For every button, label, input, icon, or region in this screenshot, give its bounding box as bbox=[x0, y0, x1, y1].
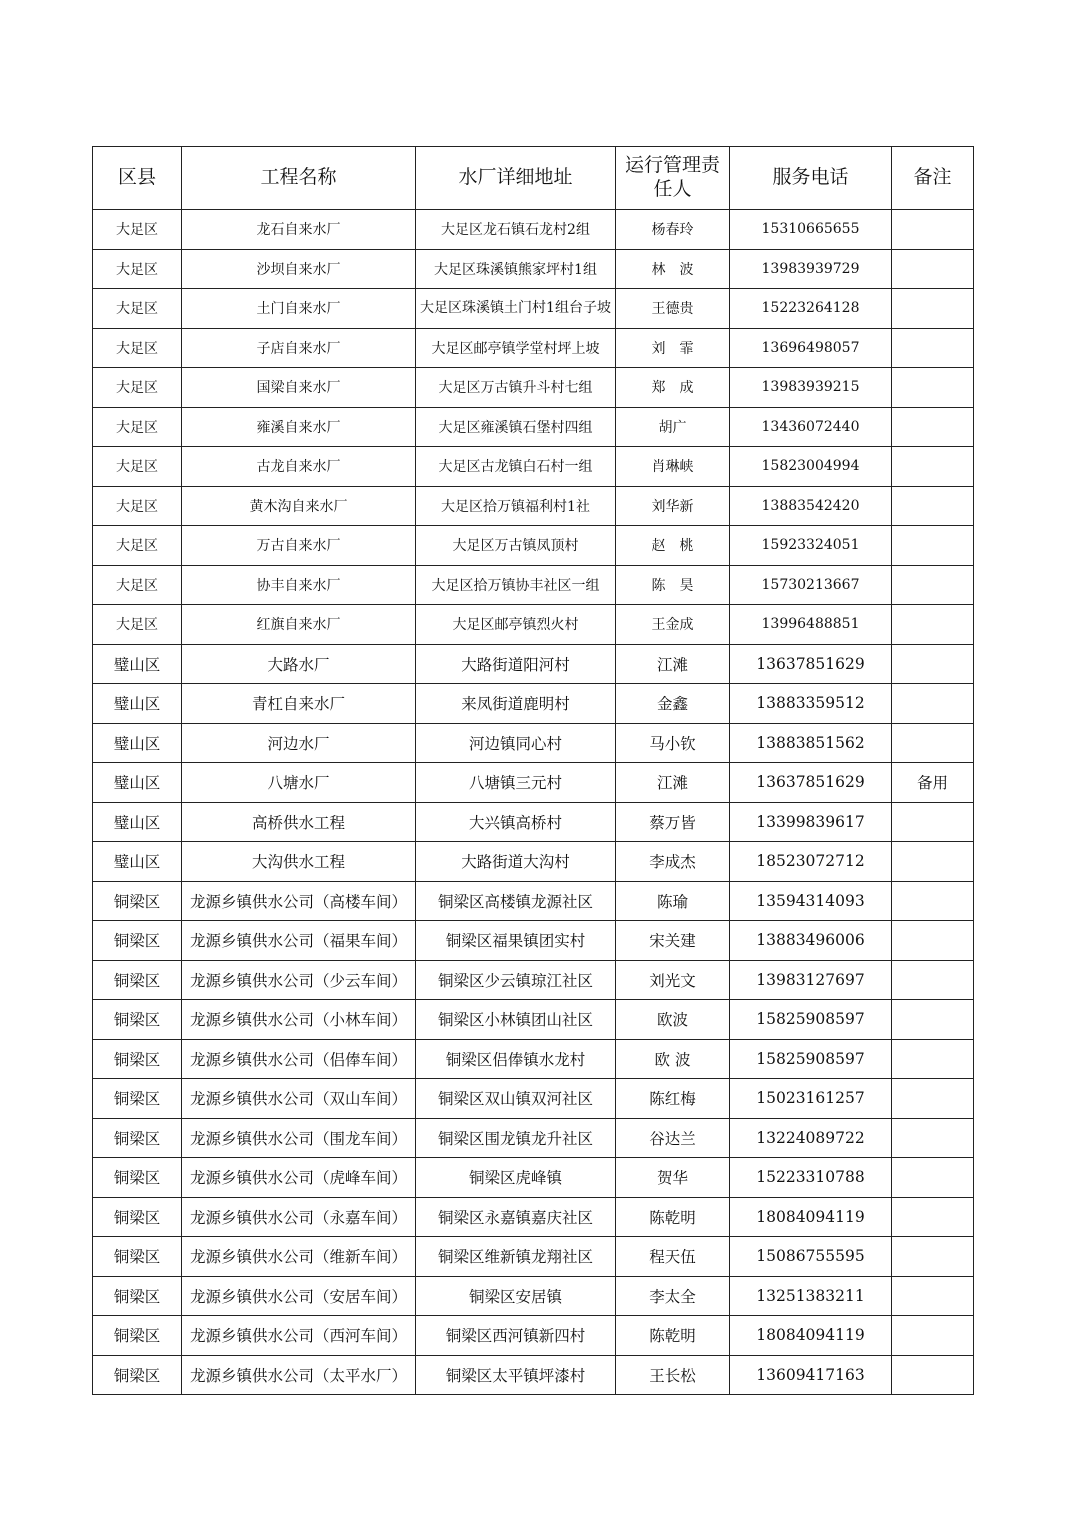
table-row bbox=[93, 407, 974, 447]
cell-remarks bbox=[892, 1000, 974, 1040]
cell-address: 大足区雍溪镇石堡村四组 bbox=[416, 407, 616, 447]
cell-project-name: 龙源乡镇供水公司（西河车间） bbox=[182, 1316, 416, 1356]
cell-project-name: 龙源乡镇供水公司（围龙车间） bbox=[182, 1118, 416, 1158]
cell-project-name: 万古自来水厂 bbox=[182, 526, 416, 566]
cell-phone: 18084094119 bbox=[730, 1197, 892, 1237]
cell-address: 大兴镇高桥村 bbox=[416, 802, 616, 842]
table-row bbox=[93, 881, 974, 921]
cell-project-name: 古龙自来水厂 bbox=[182, 447, 416, 487]
cell-district: 璧山区 bbox=[93, 644, 182, 684]
cell-district: 大足区 bbox=[93, 289, 182, 329]
cell-phone: 13983939729 bbox=[730, 249, 892, 289]
cell-district: 大足区 bbox=[93, 526, 182, 566]
table-row bbox=[93, 1039, 974, 1079]
cell-phone: 13883359512 bbox=[730, 684, 892, 724]
cell-phone: 13696498057 bbox=[730, 328, 892, 368]
cell-remarks bbox=[892, 802, 974, 842]
cell-project-name: 协丰自来水厂 bbox=[182, 565, 416, 605]
cell-manager: 胡广 bbox=[616, 407, 730, 447]
cell-phone: 13436072440 bbox=[730, 407, 892, 447]
cell-manager: 杨春玲 bbox=[616, 210, 730, 250]
header-remarks: 备注 bbox=[892, 147, 974, 210]
table-row bbox=[93, 1000, 974, 1040]
cell-address: 大足区邮亭镇学堂村坪上坡 bbox=[416, 328, 616, 368]
cell-remarks bbox=[892, 723, 974, 763]
cell-remarks bbox=[892, 960, 974, 1000]
cell-phone: 15730213667 bbox=[730, 565, 892, 605]
cell-phone: 15825908597 bbox=[730, 1000, 892, 1040]
table-row bbox=[93, 1158, 974, 1198]
table-row bbox=[93, 921, 974, 961]
cell-phone: 13399839617 bbox=[730, 802, 892, 842]
cell-remarks bbox=[892, 289, 974, 329]
cell-manager: 陈乾明 bbox=[616, 1316, 730, 1356]
header-manager: 运行管理责任人 bbox=[616, 147, 730, 210]
cell-manager: 刘 霏 bbox=[616, 328, 730, 368]
cell-project-name: 黄木沟自来水厂 bbox=[182, 486, 416, 526]
table-row bbox=[93, 1355, 974, 1395]
cell-phone: 15086755595 bbox=[730, 1237, 892, 1277]
cell-phone: 13251383211 bbox=[730, 1276, 892, 1316]
cell-address: 铜梁区西河镇新四村 bbox=[416, 1316, 616, 1356]
table-row bbox=[93, 526, 974, 566]
cell-manager: 江滩 bbox=[616, 644, 730, 684]
cell-project-name: 龙源乡镇供水公司（永嘉车间） bbox=[182, 1197, 416, 1237]
table-row bbox=[93, 447, 974, 487]
cell-project-name: 青杠自来水厂 bbox=[182, 684, 416, 724]
cell-address: 铜梁区虎峰镇 bbox=[416, 1158, 616, 1198]
cell-project-name: 河边水厂 bbox=[182, 723, 416, 763]
cell-district: 大足区 bbox=[93, 368, 182, 408]
cell-project-name: 土门自来水厂 bbox=[182, 289, 416, 329]
cell-remarks bbox=[892, 407, 974, 447]
table-row bbox=[93, 605, 974, 645]
cell-district: 铜梁区 bbox=[93, 1039, 182, 1079]
header-row bbox=[93, 147, 974, 210]
cell-project-name: 龙石自来水厂 bbox=[182, 210, 416, 250]
cell-district: 大足区 bbox=[93, 407, 182, 447]
cell-address: 铜梁区永嘉镇嘉庆社区 bbox=[416, 1197, 616, 1237]
cell-remarks bbox=[892, 1197, 974, 1237]
cell-district: 大足区 bbox=[93, 210, 182, 250]
cell-phone: 13637851629 bbox=[730, 644, 892, 684]
cell-address: 大足区万古镇凤顶村 bbox=[416, 526, 616, 566]
cell-remarks bbox=[892, 881, 974, 921]
cell-phone: 13594314093 bbox=[730, 881, 892, 921]
cell-manager: 程天伍 bbox=[616, 1237, 730, 1277]
cell-project-name: 子店自来水厂 bbox=[182, 328, 416, 368]
cell-address: 铜梁区安居镇 bbox=[416, 1276, 616, 1316]
cell-remarks bbox=[892, 1118, 974, 1158]
cell-project-name: 龙源乡镇供水公司（少云车间） bbox=[182, 960, 416, 1000]
table-row bbox=[93, 842, 974, 882]
cell-address: 大足区珠溪镇熊家坪村1组 bbox=[416, 249, 616, 289]
cell-manager: 欧波 bbox=[616, 1000, 730, 1040]
cell-project-name: 龙源乡镇供水公司（双山车间） bbox=[182, 1079, 416, 1119]
cell-address: 铜梁区福果镇团实村 bbox=[416, 921, 616, 961]
cell-address: 大路街道阳河村 bbox=[416, 644, 616, 684]
header-address: 水厂详细地址 bbox=[416, 147, 616, 210]
cell-project-name: 龙源乡镇供水公司（高楼车间） bbox=[182, 881, 416, 921]
cell-remarks bbox=[892, 328, 974, 368]
cell-district: 铜梁区 bbox=[93, 921, 182, 961]
cell-district: 铜梁区 bbox=[93, 1237, 182, 1277]
cell-remarks bbox=[892, 1237, 974, 1277]
cell-manager: 金鑫 bbox=[616, 684, 730, 724]
cell-manager: 肖琳峡 bbox=[616, 447, 730, 487]
cell-project-name: 龙源乡镇供水公司（太平水厂） bbox=[182, 1355, 416, 1395]
cell-district: 璧山区 bbox=[93, 842, 182, 882]
cell-remarks bbox=[892, 1079, 974, 1119]
cell-manager: 陈红梅 bbox=[616, 1079, 730, 1119]
cell-phone: 13883542420 bbox=[730, 486, 892, 526]
cell-address: 大足区万古镇升斗村七组 bbox=[416, 368, 616, 408]
cell-project-name: 八塘水厂 bbox=[182, 763, 416, 803]
table-row bbox=[93, 802, 974, 842]
cell-project-name: 红旗自来水厂 bbox=[182, 605, 416, 645]
cell-project-name: 龙源乡镇供水公司（虎峰车间） bbox=[182, 1158, 416, 1198]
cell-address: 铜梁区围龙镇龙升社区 bbox=[416, 1118, 616, 1158]
table-row bbox=[93, 249, 974, 289]
cell-phone: 15223264128 bbox=[730, 289, 892, 329]
cell-manager: 王德贵 bbox=[616, 289, 730, 329]
cell-remarks bbox=[892, 1355, 974, 1395]
cell-district: 铜梁区 bbox=[93, 1118, 182, 1158]
cell-address: 大足区拾万镇协丰社区一组 bbox=[416, 565, 616, 605]
table-row bbox=[93, 210, 974, 250]
cell-manager: 陈 昊 bbox=[616, 565, 730, 605]
table-row bbox=[93, 486, 974, 526]
cell-manager: 宋关建 bbox=[616, 921, 730, 961]
cell-address: 大路街道大沟村 bbox=[416, 842, 616, 882]
cell-remarks bbox=[892, 368, 974, 408]
cell-project-name: 大路水厂 bbox=[182, 644, 416, 684]
table-row bbox=[93, 960, 974, 1000]
cell-district: 璧山区 bbox=[93, 802, 182, 842]
cell-address: 河边镇同心村 bbox=[416, 723, 616, 763]
cell-manager: 陈乾明 bbox=[616, 1197, 730, 1237]
cell-phone: 13637851629 bbox=[730, 763, 892, 803]
cell-address: 铜梁区维新镇龙翔社区 bbox=[416, 1237, 616, 1277]
table-row bbox=[93, 763, 974, 803]
cell-manager: 谷达兰 bbox=[616, 1118, 730, 1158]
cell-address: 八塘镇三元村 bbox=[416, 763, 616, 803]
cell-address: 大足区龙石镇石龙村2组 bbox=[416, 210, 616, 250]
table-row bbox=[93, 1197, 974, 1237]
cell-phone: 15310665655 bbox=[730, 210, 892, 250]
cell-address: 铜梁区少云镇琼江社区 bbox=[416, 960, 616, 1000]
cell-phone: 13983127697 bbox=[730, 960, 892, 1000]
table-row bbox=[93, 565, 974, 605]
cell-phone: 13224089722 bbox=[730, 1118, 892, 1158]
cell-district: 铜梁区 bbox=[93, 1276, 182, 1316]
cell-address: 来凤街道鹿明村 bbox=[416, 684, 616, 724]
table-row bbox=[93, 723, 974, 763]
cell-remarks bbox=[892, 526, 974, 566]
cell-district: 铜梁区 bbox=[93, 1158, 182, 1198]
cell-address: 铜梁区侣俸镇水龙村 bbox=[416, 1039, 616, 1079]
cell-district: 铜梁区 bbox=[93, 1079, 182, 1119]
cell-project-name: 龙源乡镇供水公司（侣俸车间） bbox=[182, 1039, 416, 1079]
cell-remarks bbox=[892, 684, 974, 724]
cell-remarks bbox=[892, 565, 974, 605]
cell-district: 大足区 bbox=[93, 328, 182, 368]
table-row bbox=[93, 1237, 974, 1277]
cell-remarks bbox=[892, 1316, 974, 1356]
cell-manager: 李成杰 bbox=[616, 842, 730, 882]
cell-phone: 15023161257 bbox=[730, 1079, 892, 1119]
table-row bbox=[93, 1118, 974, 1158]
cell-address: 铜梁区太平镇坪漆村 bbox=[416, 1355, 616, 1395]
cell-address: 铜梁区高楼镇龙源社区 bbox=[416, 881, 616, 921]
cell-address: 铜梁区小林镇团山社区 bbox=[416, 1000, 616, 1040]
header-phone: 服务电话 bbox=[730, 147, 892, 210]
cell-remarks bbox=[892, 486, 974, 526]
header-project-name: 工程名称 bbox=[182, 147, 416, 210]
cell-district: 大足区 bbox=[93, 605, 182, 645]
cell-phone: 13883496006 bbox=[730, 921, 892, 961]
cell-phone: 18084094119 bbox=[730, 1316, 892, 1356]
cell-district: 铜梁区 bbox=[93, 1197, 182, 1237]
cell-phone: 18523072712 bbox=[730, 842, 892, 882]
cell-district: 铜梁区 bbox=[93, 960, 182, 1000]
cell-remarks bbox=[892, 921, 974, 961]
cell-phone: 15823004994 bbox=[730, 447, 892, 487]
cell-remarks bbox=[892, 842, 974, 882]
cell-manager: 马小钦 bbox=[616, 723, 730, 763]
cell-district: 铜梁区 bbox=[93, 1000, 182, 1040]
cell-manager: 贺华 bbox=[616, 1158, 730, 1198]
cell-manager: 欧 波 bbox=[616, 1039, 730, 1079]
cell-remarks bbox=[892, 447, 974, 487]
cell-district: 铜梁区 bbox=[93, 1355, 182, 1395]
cell-manager: 蔡万皆 bbox=[616, 802, 730, 842]
cell-project-name: 国梁自来水厂 bbox=[182, 368, 416, 408]
cell-project-name: 沙坝自来水厂 bbox=[182, 249, 416, 289]
cell-district: 璧山区 bbox=[93, 723, 182, 763]
cell-address: 大足区珠溪镇土门村1组台子坡 bbox=[416, 289, 616, 329]
cell-remarks: 备用 bbox=[892, 763, 974, 803]
cell-manager: 陈瑜 bbox=[616, 881, 730, 921]
cell-address: 大足区古龙镇白石村一组 bbox=[416, 447, 616, 487]
cell-manager: 郑 成 bbox=[616, 368, 730, 408]
cell-district: 大足区 bbox=[93, 486, 182, 526]
cell-remarks bbox=[892, 605, 974, 645]
cell-district: 大足区 bbox=[93, 447, 182, 487]
cell-manager: 赵 桃 bbox=[616, 526, 730, 566]
cell-phone: 13983939215 bbox=[730, 368, 892, 408]
cell-project-name: 龙源乡镇供水公司（维新车间） bbox=[182, 1237, 416, 1277]
cell-manager: 王金成 bbox=[616, 605, 730, 645]
cell-manager: 刘华新 bbox=[616, 486, 730, 526]
header-district: 区县 bbox=[93, 147, 182, 210]
cell-manager: 林 波 bbox=[616, 249, 730, 289]
table-row bbox=[93, 1079, 974, 1119]
cell-address: 大足区邮亭镇烈火村 bbox=[416, 605, 616, 645]
cell-phone: 13996488851 bbox=[730, 605, 892, 645]
table-row bbox=[93, 289, 974, 329]
table-row bbox=[93, 368, 974, 408]
cell-district: 大足区 bbox=[93, 249, 182, 289]
cell-district: 璧山区 bbox=[93, 763, 182, 803]
cell-manager: 江滩 bbox=[616, 763, 730, 803]
cell-project-name: 龙源乡镇供水公司（小林车间） bbox=[182, 1000, 416, 1040]
cell-remarks bbox=[892, 1039, 974, 1079]
cell-address: 大足区拾万镇福利村1社 bbox=[416, 486, 616, 526]
cell-phone: 13883851562 bbox=[730, 723, 892, 763]
cell-manager: 王长松 bbox=[616, 1355, 730, 1395]
table-row bbox=[93, 328, 974, 368]
cell-remarks bbox=[892, 1158, 974, 1198]
water-plant-table bbox=[92, 146, 974, 1395]
cell-district: 大足区 bbox=[93, 565, 182, 605]
cell-district: 铜梁区 bbox=[93, 1316, 182, 1356]
table-row bbox=[93, 1276, 974, 1316]
cell-project-name: 高桥供水工程 bbox=[182, 802, 416, 842]
cell-manager: 李太全 bbox=[616, 1276, 730, 1316]
cell-district: 璧山区 bbox=[93, 684, 182, 724]
cell-project-name: 雍溪自来水厂 bbox=[182, 407, 416, 447]
cell-remarks bbox=[892, 210, 974, 250]
cell-phone: 15923324051 bbox=[730, 526, 892, 566]
table-row bbox=[93, 1316, 974, 1356]
cell-remarks bbox=[892, 644, 974, 684]
cell-manager: 刘光文 bbox=[616, 960, 730, 1000]
table-row bbox=[93, 644, 974, 684]
cell-project-name: 龙源乡镇供水公司（安居车间） bbox=[182, 1276, 416, 1316]
cell-district: 铜梁区 bbox=[93, 881, 182, 921]
cell-phone: 13609417163 bbox=[730, 1355, 892, 1395]
cell-remarks bbox=[892, 249, 974, 289]
cell-address: 铜梁区双山镇双河社区 bbox=[416, 1079, 616, 1119]
table-row bbox=[93, 684, 974, 724]
cell-project-name: 大沟供水工程 bbox=[182, 842, 416, 882]
cell-phone: 15825908597 bbox=[730, 1039, 892, 1079]
cell-phone: 15223310788 bbox=[730, 1158, 892, 1198]
cell-project-name: 龙源乡镇供水公司（福果车间） bbox=[182, 921, 416, 961]
cell-remarks bbox=[892, 1276, 974, 1316]
